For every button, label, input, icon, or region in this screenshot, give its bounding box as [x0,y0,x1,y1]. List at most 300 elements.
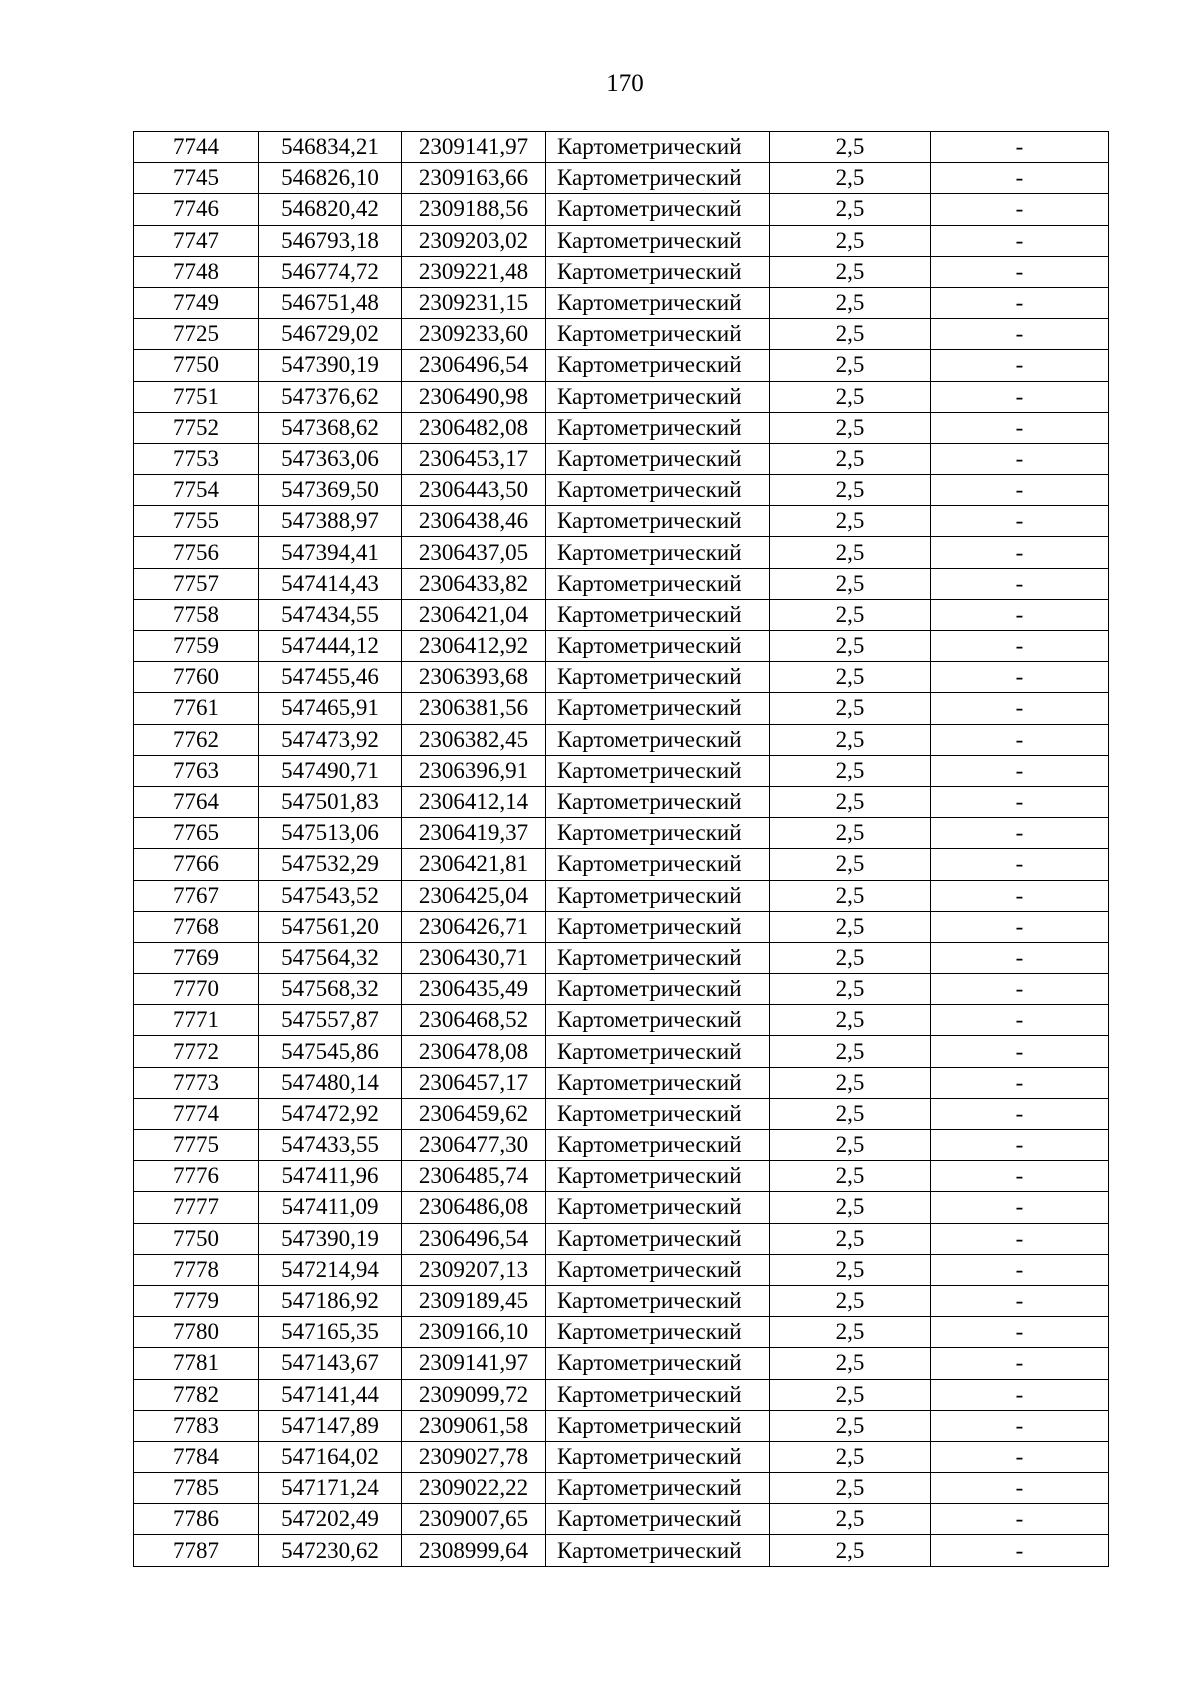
table-row [134,786,1109,817]
accuracy-cell: 2,5 [770,256,931,287]
x-coordinate-cell: 547164,02 [259,1441,402,1472]
note-cell: - [931,1285,1109,1316]
y-coordinate-cell: 2309233,60 [402,319,546,350]
point-number-cell: 7758 [134,599,259,630]
point-number-cell: 7757 [134,568,259,599]
table-row [134,631,1109,662]
table-row [134,412,1109,443]
note-cell: - [931,443,1109,474]
accuracy-cell: 2,5 [770,163,931,194]
note-cell: - [931,974,1109,1005]
x-coordinate-cell: 547186,92 [259,1285,402,1316]
accuracy-cell: 2,5 [770,443,931,474]
method-cell: Картометрический [546,1441,770,1472]
note-cell: - [931,381,1109,412]
method-cell: Картометрический [546,693,770,724]
y-coordinate-cell: 2309163,66 [402,163,546,194]
point-number-cell: 7746 [134,194,259,225]
x-coordinate-cell: 547434,55 [259,599,402,630]
accuracy-cell: 2,5 [770,225,931,256]
accuracy-cell: 2,5 [770,1317,931,1348]
method-cell: Картометрический [546,381,770,412]
method-cell: Картометрический [546,225,770,256]
method-cell: Картометрический [546,1535,770,1566]
x-coordinate-cell: 547394,41 [259,537,402,568]
method-cell: Картометрический [546,412,770,443]
point-number-cell: 7783 [134,1410,259,1441]
point-number-cell: 7768 [134,911,259,942]
method-cell: Картометрический [546,1036,770,1067]
accuracy-cell: 2,5 [770,537,931,568]
y-coordinate-cell: 2306485,74 [402,1161,546,1192]
y-coordinate-cell: 2306477,30 [402,1130,546,1161]
note-cell: - [931,1098,1109,1129]
y-coordinate-cell: 2309231,15 [402,287,546,318]
y-coordinate-cell: 2306396,91 [402,755,546,786]
table-row [134,319,1109,350]
accuracy-cell: 2,5 [770,880,931,911]
table-row [134,287,1109,318]
x-coordinate-cell: 547490,71 [259,755,402,786]
table-row [134,350,1109,381]
point-number-cell: 7761 [134,693,259,724]
table-row [134,443,1109,474]
note-cell: - [931,911,1109,942]
table-row [134,818,1109,849]
note-cell: - [931,631,1109,662]
x-coordinate-cell: 547480,14 [259,1067,402,1098]
point-number-cell: 7787 [134,1535,259,1566]
x-coordinate-cell: 547501,83 [259,786,402,817]
x-coordinate-cell: 547376,62 [259,381,402,412]
note-cell: - [931,194,1109,225]
note-cell: - [931,537,1109,568]
table-row [134,599,1109,630]
point-number-cell: 7773 [134,1067,259,1098]
table-row [134,1410,1109,1441]
accuracy-cell: 2,5 [770,1192,931,1223]
accuracy-cell: 2,5 [770,350,931,381]
y-coordinate-cell: 2309007,65 [402,1504,546,1535]
x-coordinate-cell: 546751,48 [259,287,402,318]
point-number-cell: 7753 [134,443,259,474]
accuracy-cell: 2,5 [770,849,931,880]
table-row [134,381,1109,412]
method-cell: Картометрический [546,1130,770,1161]
accuracy-cell: 2,5 [770,381,931,412]
note-cell: - [931,350,1109,381]
x-coordinate-cell: 547543,52 [259,880,402,911]
accuracy-cell: 2,5 [770,1348,931,1379]
accuracy-cell: 2,5 [770,1005,931,1036]
table-row [134,1254,1109,1285]
x-coordinate-cell: 547171,24 [259,1473,402,1504]
point-number-cell: 7765 [134,818,259,849]
x-coordinate-cell: 547473,92 [259,724,402,755]
x-coordinate-cell: 547557,87 [259,1005,402,1036]
y-coordinate-cell: 2306496,54 [402,1223,546,1254]
note-cell: - [931,412,1109,443]
point-number-cell: 7782 [134,1379,259,1410]
point-number-cell: 7767 [134,880,259,911]
y-coordinate-cell: 2309022,22 [402,1473,546,1504]
table-row [134,1098,1109,1129]
accuracy-cell: 2,5 [770,506,931,537]
table-row [134,568,1109,599]
table-row [134,1036,1109,1067]
y-coordinate-cell: 2306453,17 [402,443,546,474]
x-coordinate-cell: 547568,32 [259,974,402,1005]
y-coordinate-cell: 2306421,81 [402,849,546,880]
table-row [134,849,1109,880]
y-coordinate-cell: 2306412,92 [402,631,546,662]
note-cell: - [931,724,1109,755]
note-cell: - [931,1348,1109,1379]
y-coordinate-cell: 2309166,10 [402,1317,546,1348]
note-cell: - [931,256,1109,287]
note-cell: - [931,1410,1109,1441]
y-coordinate-cell: 2306438,46 [402,506,546,537]
note-cell: - [931,755,1109,786]
method-cell: Картометрический [546,724,770,755]
point-number-cell: 7762 [134,724,259,755]
method-cell: Картометрический [546,849,770,880]
y-coordinate-cell: 2309141,97 [402,1348,546,1379]
y-coordinate-cell: 2306382,45 [402,724,546,755]
point-number-cell: 7760 [134,662,259,693]
accuracy-cell: 2,5 [770,1285,931,1316]
x-coordinate-cell: 546820,42 [259,194,402,225]
y-coordinate-cell: 2309099,72 [402,1379,546,1410]
method-cell: Картометрический [546,974,770,1005]
method-cell: Картометрический [546,631,770,662]
table-row [134,1535,1109,1566]
note-cell: - [931,880,1109,911]
method-cell: Картометрический [546,475,770,506]
method-cell: Картометрический [546,319,770,350]
note-cell: - [931,693,1109,724]
note-cell: - [931,1254,1109,1285]
y-coordinate-cell: 2309203,02 [402,225,546,256]
point-number-cell: 7775 [134,1130,259,1161]
note-cell: - [931,599,1109,630]
method-cell: Картометрический [546,1410,770,1441]
x-coordinate-cell: 547388,97 [259,506,402,537]
y-coordinate-cell: 2306482,08 [402,412,546,443]
accuracy-cell: 2,5 [770,412,931,443]
method-cell: Картометрический [546,911,770,942]
note-cell: - [931,1441,1109,1472]
method-cell: Картометрический [546,1285,770,1316]
x-coordinate-cell: 547455,46 [259,662,402,693]
point-number-cell: 7759 [134,631,259,662]
accuracy-cell: 2,5 [770,755,931,786]
y-coordinate-cell: 2306419,37 [402,818,546,849]
method-cell: Картометрический [546,132,770,163]
point-number-cell: 7780 [134,1317,259,1348]
point-number-cell: 7784 [134,1441,259,1472]
point-number-cell: 7778 [134,1254,259,1285]
point-number-cell: 7750 [134,350,259,381]
note-cell: - [931,506,1109,537]
x-coordinate-cell: 546834,21 [259,132,402,163]
note-cell: - [931,319,1109,350]
table-row [134,1473,1109,1504]
table-row [134,194,1109,225]
table-row [134,1285,1109,1316]
x-coordinate-cell: 547513,06 [259,818,402,849]
table-row [134,132,1109,163]
accuracy-cell: 2,5 [770,974,931,1005]
method-cell: Картометрический [546,568,770,599]
table-row [134,1441,1109,1472]
note-cell: - [931,1473,1109,1504]
y-coordinate-cell: 2306421,04 [402,599,546,630]
x-coordinate-cell: 547411,09 [259,1192,402,1223]
point-number-cell: 7772 [134,1036,259,1067]
y-coordinate-cell: 2309221,48 [402,256,546,287]
point-number-cell: 7777 [134,1192,259,1223]
accuracy-cell: 2,5 [770,1130,931,1161]
accuracy-cell: 2,5 [770,287,931,318]
method-cell: Картометрический [546,1254,770,1285]
note-cell: - [931,1192,1109,1223]
method-cell: Картометрический [546,599,770,630]
y-coordinate-cell: 2306437,05 [402,537,546,568]
method-cell: Картометрический [546,662,770,693]
x-coordinate-cell: 547390,19 [259,1223,402,1254]
y-coordinate-cell: 2309027,78 [402,1441,546,1472]
y-coordinate-cell: 2306393,68 [402,662,546,693]
accuracy-cell: 2,5 [770,942,931,973]
note-cell: - [931,1379,1109,1410]
note-cell: - [931,132,1109,163]
note-cell: - [931,1317,1109,1348]
point-number-cell: 7747 [134,225,259,256]
x-coordinate-cell: 547141,44 [259,1379,402,1410]
point-number-cell: 7756 [134,537,259,568]
point-number-cell: 7750 [134,1223,259,1254]
x-coordinate-cell: 546729,02 [259,319,402,350]
method-cell: Картометрический [546,1379,770,1410]
method-cell: Картометрический [546,1504,770,1535]
accuracy-cell: 2,5 [770,475,931,506]
accuracy-cell: 2,5 [770,319,931,350]
y-coordinate-cell: 2306490,98 [402,381,546,412]
table-row [134,1161,1109,1192]
accuracy-cell: 2,5 [770,1473,931,1504]
point-number-cell: 7766 [134,849,259,880]
point-number-cell: 7785 [134,1473,259,1504]
y-coordinate-cell: 2306478,08 [402,1036,546,1067]
x-coordinate-cell: 547433,55 [259,1130,402,1161]
method-cell: Картометрический [546,1473,770,1504]
method-cell: Картометрический [546,755,770,786]
accuracy-cell: 2,5 [770,1410,931,1441]
point-number-cell: 7779 [134,1285,259,1316]
note-cell: - [931,1130,1109,1161]
table-row [134,1379,1109,1410]
accuracy-cell: 2,5 [770,1379,931,1410]
x-coordinate-cell: 547414,43 [259,568,402,599]
page-number: 170 [606,70,644,97]
table-row [134,1504,1109,1535]
method-cell: Картометрический [546,1348,770,1379]
coordinates-table [133,131,1109,1567]
x-coordinate-cell: 547147,89 [259,1410,402,1441]
method-cell: Картометрический [546,287,770,318]
point-number-cell: 7769 [134,942,259,973]
x-coordinate-cell: 547214,94 [259,1254,402,1285]
x-coordinate-cell: 547472,92 [259,1098,402,1129]
x-coordinate-cell: 547390,19 [259,350,402,381]
accuracy-cell: 2,5 [770,1254,931,1285]
y-coordinate-cell: 2309207,13 [402,1254,546,1285]
y-coordinate-cell: 2306443,50 [402,475,546,506]
x-coordinate-cell: 547368,62 [259,412,402,443]
note-cell: - [931,287,1109,318]
accuracy-cell: 2,5 [770,132,931,163]
method-cell: Картометрический [546,1223,770,1254]
y-coordinate-cell: 2306381,56 [402,693,546,724]
y-coordinate-cell: 2306457,17 [402,1067,546,1098]
point-number-cell: 7771 [134,1005,259,1036]
table-row [134,911,1109,942]
method-cell: Картометрический [546,194,770,225]
accuracy-cell: 2,5 [770,1067,931,1098]
table-row [134,1223,1109,1254]
accuracy-cell: 2,5 [770,194,931,225]
table-row [134,1192,1109,1223]
y-coordinate-cell: 2306496,54 [402,350,546,381]
method-cell: Картометрический [546,786,770,817]
point-number-cell: 7748 [134,256,259,287]
point-number-cell: 7744 [134,132,259,163]
x-coordinate-cell: 547444,12 [259,631,402,662]
accuracy-cell: 2,5 [770,786,931,817]
point-number-cell: 7776 [134,1161,259,1192]
y-coordinate-cell: 2306412,14 [402,786,546,817]
y-coordinate-cell: 2306435,49 [402,974,546,1005]
note-cell: - [931,1535,1109,1566]
note-cell: - [931,225,1109,256]
method-cell: Картометрический [546,537,770,568]
y-coordinate-cell: 2308999,64 [402,1535,546,1566]
x-coordinate-cell: 547363,06 [259,443,402,474]
note-cell: - [931,568,1109,599]
table-row [134,225,1109,256]
point-number-cell: 7774 [134,1098,259,1129]
accuracy-cell: 2,5 [770,693,931,724]
y-coordinate-cell: 2309141,97 [402,132,546,163]
y-coordinate-cell: 2306486,08 [402,1192,546,1223]
accuracy-cell: 2,5 [770,631,931,662]
method-cell: Картометрический [546,256,770,287]
accuracy-cell: 2,5 [770,568,931,599]
note-cell: - [931,818,1109,849]
method-cell: Картометрический [546,1192,770,1223]
y-coordinate-cell: 2306425,04 [402,880,546,911]
method-cell: Картометрический [546,1005,770,1036]
point-number-cell: 7770 [134,974,259,1005]
accuracy-cell: 2,5 [770,662,931,693]
accuracy-cell: 2,5 [770,1504,931,1535]
table-row [134,256,1109,287]
method-cell: Картометрический [546,1161,770,1192]
point-number-cell: 7749 [134,287,259,318]
accuracy-cell: 2,5 [770,1098,931,1129]
method-cell: Картометрический [546,942,770,973]
table-row [134,1348,1109,1379]
accuracy-cell: 2,5 [770,1036,931,1067]
y-coordinate-cell: 2306459,62 [402,1098,546,1129]
table-row [134,163,1109,194]
table-row [134,662,1109,693]
table-row [134,506,1109,537]
y-coordinate-cell: 2306426,71 [402,911,546,942]
point-number-cell: 7764 [134,786,259,817]
method-cell: Картометрический [546,1098,770,1129]
x-coordinate-cell: 547564,32 [259,942,402,973]
x-coordinate-cell: 546826,10 [259,163,402,194]
table-row [134,1005,1109,1036]
table-row [134,942,1109,973]
table-row [134,880,1109,911]
note-cell: - [931,475,1109,506]
method-cell: Картометрический [546,443,770,474]
note-cell: - [931,1067,1109,1098]
y-coordinate-cell: 2309061,58 [402,1410,546,1441]
method-cell: Картометрический [546,350,770,381]
accuracy-cell: 2,5 [770,818,931,849]
note-cell: - [931,662,1109,693]
point-number-cell: 7754 [134,475,259,506]
x-coordinate-cell: 546793,18 [259,225,402,256]
method-cell: Картометрический [546,163,770,194]
x-coordinate-cell: 547545,86 [259,1036,402,1067]
note-cell: - [931,1223,1109,1254]
method-cell: Картометрический [546,818,770,849]
point-number-cell: 7752 [134,412,259,443]
x-coordinate-cell: 547202,49 [259,1504,402,1535]
accuracy-cell: 2,5 [770,1161,931,1192]
x-coordinate-cell: 547532,29 [259,849,402,880]
note-cell: - [931,1161,1109,1192]
y-coordinate-cell: 2309188,56 [402,194,546,225]
note-cell: - [931,786,1109,817]
accuracy-cell: 2,5 [770,1223,931,1254]
method-cell: Картометрический [546,1067,770,1098]
table-row [134,1130,1109,1161]
note-cell: - [931,1005,1109,1036]
point-number-cell: 7781 [134,1348,259,1379]
accuracy-cell: 2,5 [770,724,931,755]
x-coordinate-cell: 547411,96 [259,1161,402,1192]
accuracy-cell: 2,5 [770,1535,931,1566]
x-coordinate-cell: 547230,62 [259,1535,402,1566]
x-coordinate-cell: 547143,67 [259,1348,402,1379]
table-row [134,724,1109,755]
point-number-cell: 7745 [134,163,259,194]
table-row [134,974,1109,1005]
point-number-cell: 7751 [134,381,259,412]
point-number-cell: 7755 [134,506,259,537]
note-cell: - [931,849,1109,880]
table-row [134,537,1109,568]
accuracy-cell: 2,5 [770,1441,931,1472]
x-coordinate-cell: 547165,35 [259,1317,402,1348]
y-coordinate-cell: 2306430,71 [402,942,546,973]
